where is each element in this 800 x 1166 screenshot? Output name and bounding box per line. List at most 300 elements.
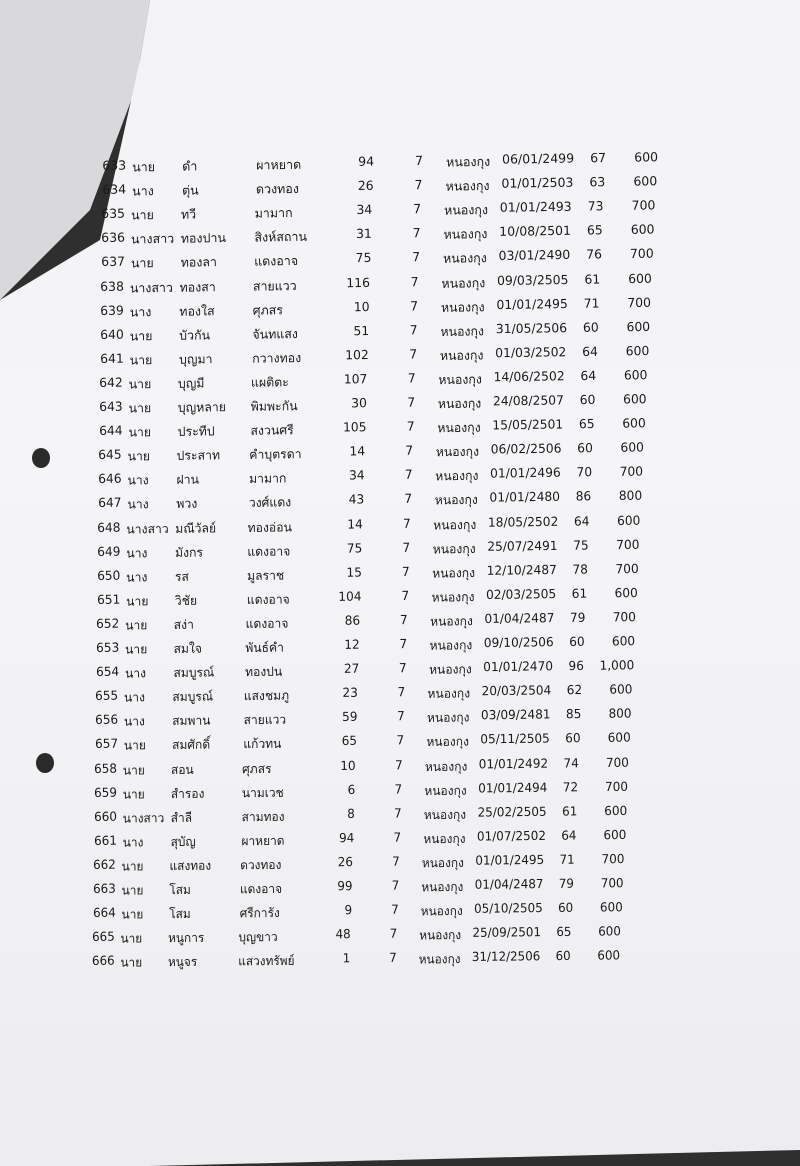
row-number: 652 (96, 615, 120, 631)
birth-date: 03/09/2481 (480, 706, 551, 723)
last-name: มามาก (248, 470, 287, 487)
village-name: หนองกุง (423, 806, 467, 822)
birth-date: 05/11/2505 (480, 730, 550, 747)
village-name: หนองกุง (444, 202, 489, 218)
moo-number: 7 (400, 611, 409, 627)
last-name: มูลราช (246, 567, 285, 583)
birth-date: 31/12/2506 (471, 948, 541, 965)
birth-date: 01/01/2470 (482, 658, 553, 675)
village-name: หนองกุง (432, 540, 476, 557)
village-name: หนองกุง (433, 516, 477, 532)
house-number: 34 (356, 201, 373, 218)
row-number: 634 (101, 181, 126, 198)
moo-number: 7 (402, 539, 411, 555)
birth-date: 06/01/2499 (501, 150, 575, 167)
age: 61 (561, 803, 578, 819)
name-title: นาย (124, 641, 148, 657)
birth-date: 25/07/2491 (487, 537, 558, 554)
moo-number: 7 (393, 829, 401, 845)
house-number: 48 (335, 926, 352, 942)
moo-number: 7 (404, 491, 412, 507)
allowance-amount: 600 (609, 681, 633, 697)
last-name: แดงอาจ (253, 253, 298, 270)
birth-date: 01/01/2495 (496, 295, 569, 312)
village-name: หนองกุง (445, 153, 491, 170)
house-number: 34 (348, 467, 365, 483)
name-title: นาย (130, 255, 154, 271)
name-title: นาง (127, 496, 149, 512)
row-number: 661 (93, 832, 117, 848)
moo-number: 7 (409, 321, 418, 338)
allowance-amount: 600 (598, 923, 622, 939)
row-number: 644 (98, 422, 123, 439)
allowance-amount: 700 (601, 850, 625, 867)
age: 65 (578, 416, 595, 432)
birth-date: 01/01/2492 (479, 755, 549, 771)
row-number: 663 (92, 880, 116, 896)
first-name: ประทีป (177, 423, 215, 439)
moo-number: 7 (413, 201, 422, 217)
first-name: แสงทอง (169, 857, 212, 873)
age: 60 (564, 730, 581, 746)
age: 67 (590, 150, 607, 166)
name-title: นาย (120, 930, 143, 946)
first-name: ประสาท (176, 447, 221, 464)
first-name: ทวี (181, 206, 197, 222)
village-name: หนองกุง (435, 468, 479, 484)
moo-number: 7 (406, 418, 415, 434)
house-number: 10 (353, 298, 370, 314)
row-number: 657 (94, 736, 118, 752)
first-name: บัวกัน (179, 327, 210, 343)
allowance-amount: 600 (599, 899, 623, 915)
house-number: 26 (337, 853, 354, 870)
allowance-amount: 600 (626, 318, 651, 334)
first-name: วิชัย (174, 592, 197, 608)
age: 71 (583, 295, 600, 311)
house-number: 99 (337, 878, 353, 894)
last-name: นามเวช (241, 784, 284, 800)
last-name: วงศ์แดง (248, 494, 292, 511)
house-number: 65 (341, 733, 357, 749)
last-name: คำบุตรดา (249, 446, 303, 463)
house-number: 8 (346, 805, 355, 821)
row-number: 659 (94, 784, 118, 800)
row-number: 660 (93, 808, 117, 824)
first-name: โสม (169, 881, 191, 898)
house-number: 31 (355, 226, 373, 242)
first-name: ตุ่น (181, 182, 199, 198)
birth-date: 14/06/2502 (493, 368, 565, 385)
first-name: บุญมี (178, 375, 205, 391)
name-title: นาย (131, 207, 155, 223)
moo-number: 7 (401, 563, 410, 579)
last-name: แสวงทรัพย์ (238, 953, 295, 969)
first-name: สำลี (170, 809, 192, 825)
age: 60 (555, 948, 571, 964)
name-title: นาง (127, 472, 149, 488)
allowance-amount: 700 (631, 197, 656, 213)
first-name: มณีวัลย์ (175, 519, 217, 536)
name-title: นาย (125, 593, 149, 609)
age: 63 (588, 174, 606, 190)
age: 65 (556, 924, 572, 940)
allowance-amount: 700 (629, 246, 654, 262)
name-title: นาย (125, 617, 148, 633)
row-number: 655 (95, 687, 119, 704)
age: 64 (560, 827, 577, 843)
age: 72 (562, 778, 579, 795)
first-name: หนูการ (168, 929, 205, 946)
house-number: 94 (358, 153, 375, 169)
row-number: 656 (95, 711, 119, 728)
name-title: นาย (128, 424, 151, 440)
allowance-amount: 1,000 (599, 657, 634, 673)
village-name: หนองกุง (430, 613, 474, 629)
house-number: 23 (342, 684, 359, 701)
house-number: 107 (343, 371, 368, 387)
house-number: 105 (342, 419, 367, 435)
house-number: 27 (343, 660, 360, 676)
birth-date: 20/03/2504 (481, 682, 552, 699)
village-name: หนองกุง (439, 347, 484, 363)
moo-number: 7 (411, 273, 420, 289)
last-name: สายแวว (253, 277, 298, 294)
allowance-amount: 600 (611, 633, 636, 649)
house-number: 75 (346, 540, 363, 556)
row-number: 658 (94, 760, 118, 776)
age: 61 (584, 270, 601, 287)
first-name: ทองปาน (180, 230, 227, 247)
moo-number: 7 (393, 805, 402, 821)
last-name: กวางทอง (251, 349, 301, 366)
age: 60 (569, 633, 585, 650)
last-name: แดงอาจ (245, 615, 289, 631)
allowance-amount: 600 (620, 439, 645, 455)
name-title: นาง (124, 689, 146, 705)
house-number: 14 (347, 515, 364, 532)
last-name: ทองปน (244, 663, 282, 680)
name-title: นาง (124, 665, 146, 681)
age: 60 (557, 899, 573, 916)
birth-date: 01/01/2495 (475, 851, 545, 868)
first-name: รส (174, 568, 189, 584)
village-name: หนองกุง (442, 250, 487, 267)
moo-number: 7 (397, 684, 406, 700)
village-name: หนองกุง (422, 830, 466, 847)
village-name: หนองกุง (426, 709, 470, 726)
allowance-amount: 700 (605, 778, 629, 794)
allowance-amount: 700 (612, 608, 637, 625)
row-number: 636 (101, 229, 126, 246)
age: 86 (575, 488, 592, 504)
house-number: 1 (342, 950, 351, 966)
first-name: หนูจร (167, 954, 198, 970)
house-number: 10 (340, 757, 357, 773)
birth-date: 05/10/2505 (473, 900, 543, 916)
moo-number: 7 (392, 853, 401, 869)
village-name: หนองกุง (436, 443, 480, 460)
last-name: พิมพะกัน (250, 398, 298, 414)
age: 78 (572, 561, 588, 577)
moo-number: 7 (411, 249, 420, 265)
moo-number: 7 (408, 346, 417, 362)
birth-date: 06/02/2506 (490, 440, 562, 457)
village-name: หนองกุง (431, 564, 476, 581)
row-number: 654 (95, 663, 119, 680)
row-number: 640 (99, 326, 124, 342)
house-number: 6 (347, 781, 356, 797)
allowance-amount: 700 (600, 875, 624, 891)
first-name: สมบูรณ์ (172, 688, 214, 705)
last-name: บุญขาว (238, 929, 278, 945)
age: 71 (559, 851, 576, 867)
allowance-amount: 600 (607, 729, 631, 746)
village-name: หนองกุง (427, 685, 471, 702)
first-name: สมบูรณ์ (172, 664, 214, 681)
allowance-amount: 600 (632, 173, 658, 189)
house-number: 59 (342, 709, 358, 725)
birth-date: 25/09/2501 (472, 924, 542, 941)
birth-date: 01/01/2493 (500, 198, 573, 215)
allowance-amount: 600 (602, 826, 626, 843)
first-name: มังกร (175, 544, 204, 560)
allowance-amount: 700 (616, 536, 640, 552)
birth-date: 01/01/2503 (501, 174, 574, 191)
last-name: ดวงทอง (255, 180, 299, 197)
village-name: หนองกุง (420, 903, 463, 919)
last-name: ผาหยาด (240, 832, 285, 849)
village-name: หนองกุง (436, 419, 481, 436)
allowance-amount: 600 (634, 149, 659, 165)
house-number: 9 (344, 902, 352, 918)
row-number: 633 (102, 157, 127, 173)
row-number: 643 (99, 398, 123, 414)
name-title: นาย (129, 327, 153, 344)
name-title: นาย (128, 376, 152, 392)
last-name: สายแวว (243, 711, 287, 728)
name-title: นาง (131, 183, 154, 199)
village-name: หนองกุง (426, 733, 469, 750)
row-number: 645 (98, 446, 123, 463)
last-name: จันทแสง (252, 325, 298, 342)
name-title: นาย (121, 882, 144, 898)
birth-date: 10/08/2501 (499, 223, 572, 240)
first-name: ทองลา (180, 254, 217, 271)
house-number: 75 (355, 250, 372, 266)
birth-date: 09/03/2505 (497, 271, 570, 288)
village-name: หนองกุง (425, 758, 468, 774)
age: 75 (573, 537, 589, 553)
last-name: แก้วทน (242, 736, 282, 752)
first-name: สอน (171, 761, 195, 777)
allowance-amount: 800 (608, 705, 632, 722)
first-name: สง่า (173, 616, 195, 632)
moo-number: 7 (404, 466, 413, 483)
last-name: พันธ์คำ (245, 639, 284, 656)
name-title: นาย (122, 785, 145, 802)
birth-date: 01/01/2496 (490, 464, 561, 481)
moo-number: 7 (400, 587, 409, 603)
row-number: 653 (95, 639, 120, 655)
name-title: นางสาว (122, 809, 165, 826)
row-number: 650 (96, 567, 121, 583)
row-number: 649 (97, 543, 121, 559)
name-title: นาง (122, 834, 143, 850)
allowance-amount: 700 (615, 560, 639, 576)
row-number: 665 (92, 928, 116, 945)
age: 60 (582, 319, 599, 335)
house-number: 26 (357, 177, 374, 194)
birth-date: 12/10/2487 (486, 561, 557, 578)
allowance-amount: 600 (625, 342, 649, 359)
village-name: หนองกุง (437, 395, 482, 412)
birth-date: 01/01/2494 (478, 779, 548, 796)
name-title: นาย (121, 906, 143, 922)
name-title: นาย (127, 448, 151, 464)
moo-number: 7 (394, 780, 403, 797)
age: 64 (574, 512, 591, 529)
age: 62 (566, 682, 583, 698)
birth-date: 31/05/2506 (495, 319, 568, 336)
name-title: นาย (120, 954, 143, 970)
moo-number: 7 (410, 297, 419, 313)
age: 64 (581, 343, 598, 359)
birth-date: 02/03/2505 (485, 585, 556, 602)
age: 61 (571, 585, 587, 601)
last-name: แดงอาจ (246, 591, 290, 607)
moo-number: 7 (414, 152, 424, 169)
last-name: ศุภสร (242, 760, 272, 776)
name-title: นาง (129, 303, 152, 320)
row-number: 664 (92, 904, 116, 921)
row-number: 635 (101, 205, 126, 222)
row-number: 642 (99, 374, 124, 390)
last-name: แดงอาจ (247, 542, 291, 559)
name-title: นาง (126, 544, 148, 561)
house-number: 86 (344, 612, 361, 628)
moo-number: 7 (407, 370, 416, 386)
allowance-amount: 600 (603, 802, 628, 818)
allowance-amount: 600 (622, 391, 647, 407)
age: 73 (587, 198, 605, 214)
name-title: นางสาว (130, 279, 174, 295)
age: 65 (586, 222, 603, 238)
moo-number: 7 (396, 732, 405, 748)
first-name: ฝาน (176, 471, 200, 488)
first-name: สมใจ (173, 640, 203, 656)
name-title: นาย (128, 400, 152, 416)
age: 64 (580, 367, 597, 383)
row-number: 651 (96, 591, 120, 607)
first-name: สุบัญ (169, 833, 196, 849)
moo-number: 7 (405, 442, 414, 458)
row-number: 637 (100, 253, 125, 270)
allowance-amount: 600 (624, 367, 648, 383)
village-name: หนองกุง (418, 951, 461, 967)
moo-number: 7 (403, 515, 412, 531)
birth-date: 01/07/2502 (476, 827, 546, 844)
age: 60 (577, 440, 594, 456)
village-name: หนองกุง (438, 371, 483, 387)
row-number: 646 (98, 470, 122, 487)
village-name: หนองกุง (424, 782, 467, 798)
age: 60 (579, 391, 596, 408)
name-title: นาย (123, 761, 146, 778)
birth-date: 01/04/2487 (484, 610, 555, 626)
first-name: ทองสา (179, 278, 217, 295)
village-name: หนองกุง (419, 927, 462, 943)
name-title: นาย (121, 858, 144, 874)
house-number: 30 (351, 395, 367, 411)
moo-number: 7 (407, 394, 416, 410)
village-name: หนองกุง (421, 854, 465, 871)
name-title: นาย (132, 159, 156, 175)
birth-date: 01/04/2487 (474, 876, 544, 892)
village-name: หนองกุง (429, 637, 473, 653)
last-name: แผติตะ (251, 374, 290, 390)
moo-number: 7 (399, 636, 408, 652)
row-number: 662 (93, 856, 117, 872)
last-name: ศุภสร (252, 301, 284, 318)
age: 76 (585, 246, 602, 263)
row-number: 666 (91, 953, 115, 969)
birth-date: 24/08/2507 (492, 392, 564, 409)
name-title: นาง (125, 568, 148, 585)
name-title: นางสาว (126, 520, 170, 537)
moo-number: 7 (391, 877, 400, 893)
age: 70 (576, 464, 593, 480)
allowance-amount: 600 (597, 947, 621, 963)
moo-number: 7 (389, 925, 398, 941)
age: 79 (558, 875, 574, 891)
house-number: 51 (353, 322, 370, 338)
village-name: หนองกุง (434, 492, 478, 508)
birth-date: 25/02/2505 (477, 803, 547, 820)
last-name: สามทอง (241, 808, 285, 824)
moo-number: 7 (390, 901, 399, 917)
house-number: 116 (346, 274, 371, 290)
moo-number: 7 (412, 225, 421, 241)
first-name: สมพาน (172, 712, 211, 729)
house-number: 15 (346, 564, 362, 580)
last-name: ผาหยาด (256, 156, 302, 173)
birth-date: 01/03/2502 (494, 344, 567, 361)
allowance-amount: 600 (621, 415, 646, 431)
first-name: สำรอง (170, 785, 205, 801)
last-name: แสงชมภู (244, 687, 290, 704)
birth-date: 01/01/2480 (489, 489, 560, 506)
village-name: หนองกุง (441, 274, 486, 291)
row-number: 647 (97, 495, 122, 511)
moo-number: 7 (414, 177, 423, 193)
age: 96 (568, 658, 584, 674)
last-name: ศรีการัง (239, 905, 280, 921)
birth-date: 18/05/2502 (488, 513, 559, 530)
allowance-amount: 600 (614, 584, 638, 601)
house-number: 104 (337, 588, 362, 604)
moo-number: 7 (395, 756, 404, 772)
name-title: นาย (129, 351, 153, 368)
allowance-amount: 700 (627, 294, 652, 310)
first-name: ทองใส (179, 302, 215, 319)
first-name: บุญหลาย (177, 399, 227, 415)
allowance-amount: 700 (619, 463, 644, 480)
age: 85 (565, 706, 582, 722)
row-number: 648 (97, 519, 122, 535)
row-number: 638 (100, 278, 125, 294)
village-name: หนองกุง (443, 226, 488, 243)
